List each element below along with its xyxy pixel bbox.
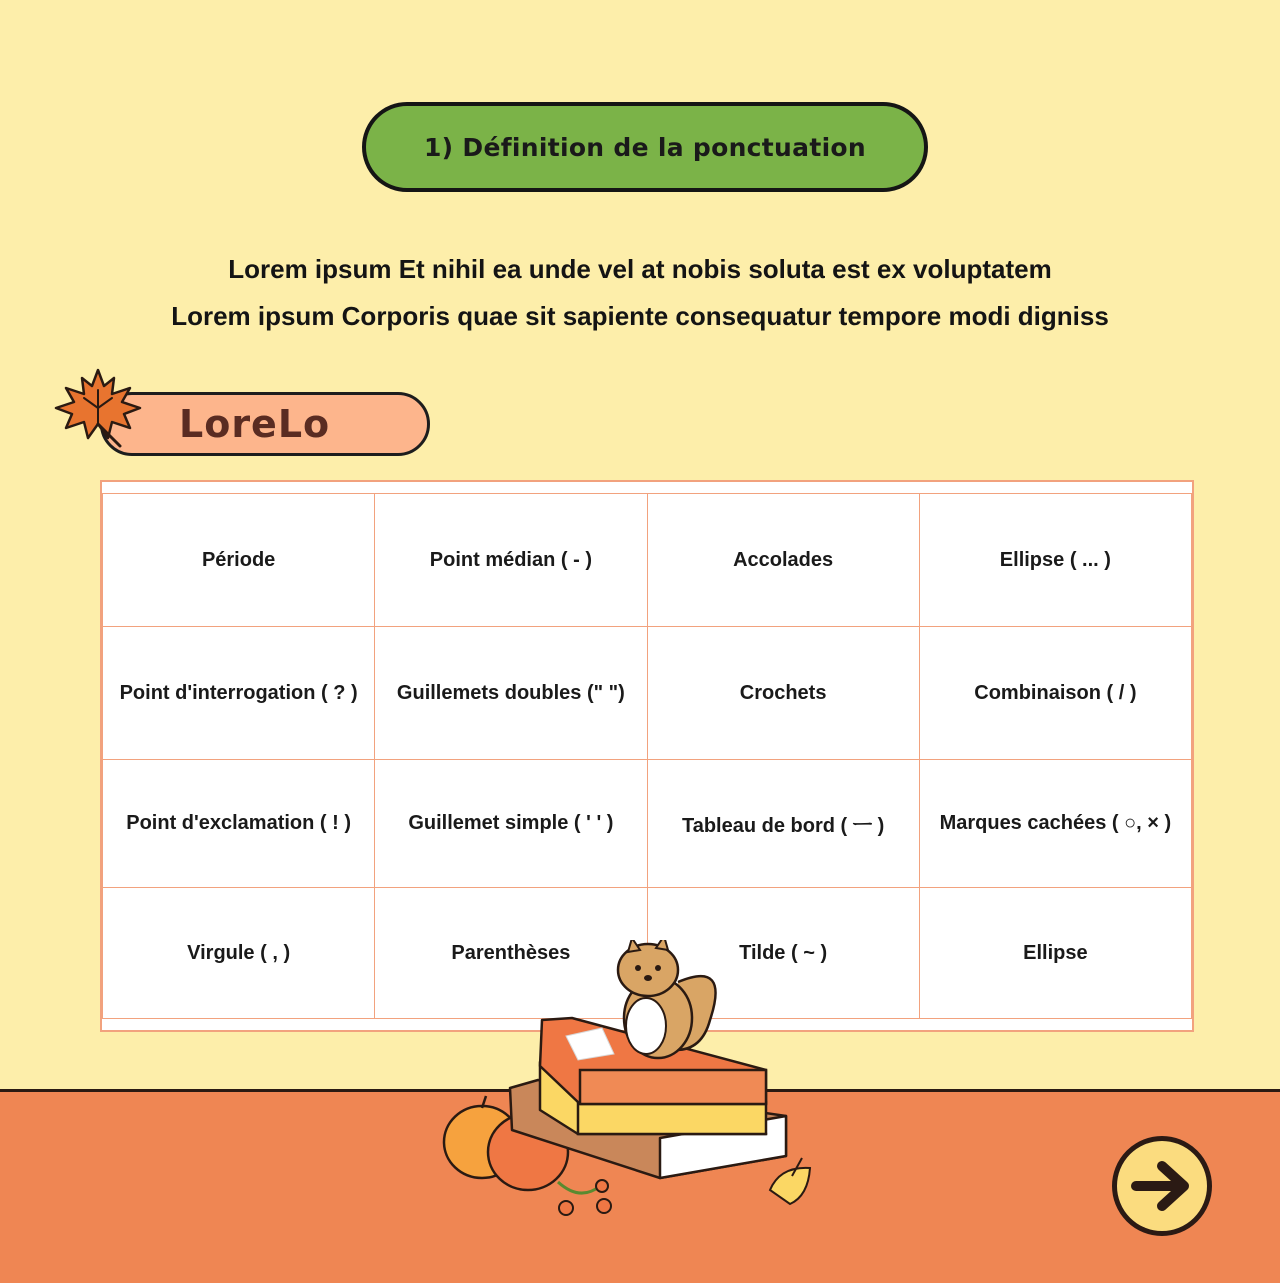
table-cell: Virgule ( , )	[103, 888, 375, 1019]
table-cell: Guillemet simple ( ' ' )	[375, 760, 647, 888]
table-cell: Crochets	[647, 627, 919, 760]
page-title: 1) Définition de la ponctuation	[362, 102, 928, 192]
table-row	[103, 760, 1192, 888]
table-cell: Accolades	[647, 494, 919, 627]
berries-icon	[558, 1180, 611, 1215]
table-cell: Ellipse	[919, 888, 1191, 1019]
intro-line-2: Lorem ipsum Corporis quae sit sapiente consequatur tempore modi digniss	[171, 301, 1109, 331]
table-cell: Tableau de bord ( ㅡ )	[647, 760, 919, 888]
squirrel-icon	[618, 940, 716, 1058]
table-cell: Parenthèses	[375, 888, 647, 1019]
ginkgo-leaf-icon	[770, 1158, 810, 1204]
table-cell: Période	[103, 494, 375, 627]
table-cell: Ellipse ( ... )	[919, 494, 1191, 627]
arrow-right-icon	[1130, 1158, 1194, 1214]
table-cell: Point médian ( - )	[375, 494, 647, 627]
section-label: LoreLo	[100, 392, 430, 456]
table-cell: Tilde ( ~ )	[647, 888, 919, 1019]
table-cell: Point d'exclamation ( ! )	[103, 760, 375, 888]
next-button[interactable]	[1112, 1136, 1212, 1236]
table-row	[103, 627, 1192, 760]
maple-leaf-icon	[54, 368, 142, 448]
table-row	[103, 494, 1192, 627]
table-cell: Guillemets doubles (" ")	[375, 627, 647, 760]
intro-line-1: Lorem ipsum Et nihil ea unde vel at nobis soluta est ex voluptatem	[228, 254, 1052, 284]
table-cell: Point d'interrogation ( ? )	[103, 627, 375, 760]
squirrel-books-illustration	[440, 940, 820, 1220]
intro-text	[0, 246, 1280, 340]
table-cell: Combinaison ( / )	[919, 627, 1191, 760]
table-cell: Marques cachées ( ○, × )	[919, 760, 1191, 888]
